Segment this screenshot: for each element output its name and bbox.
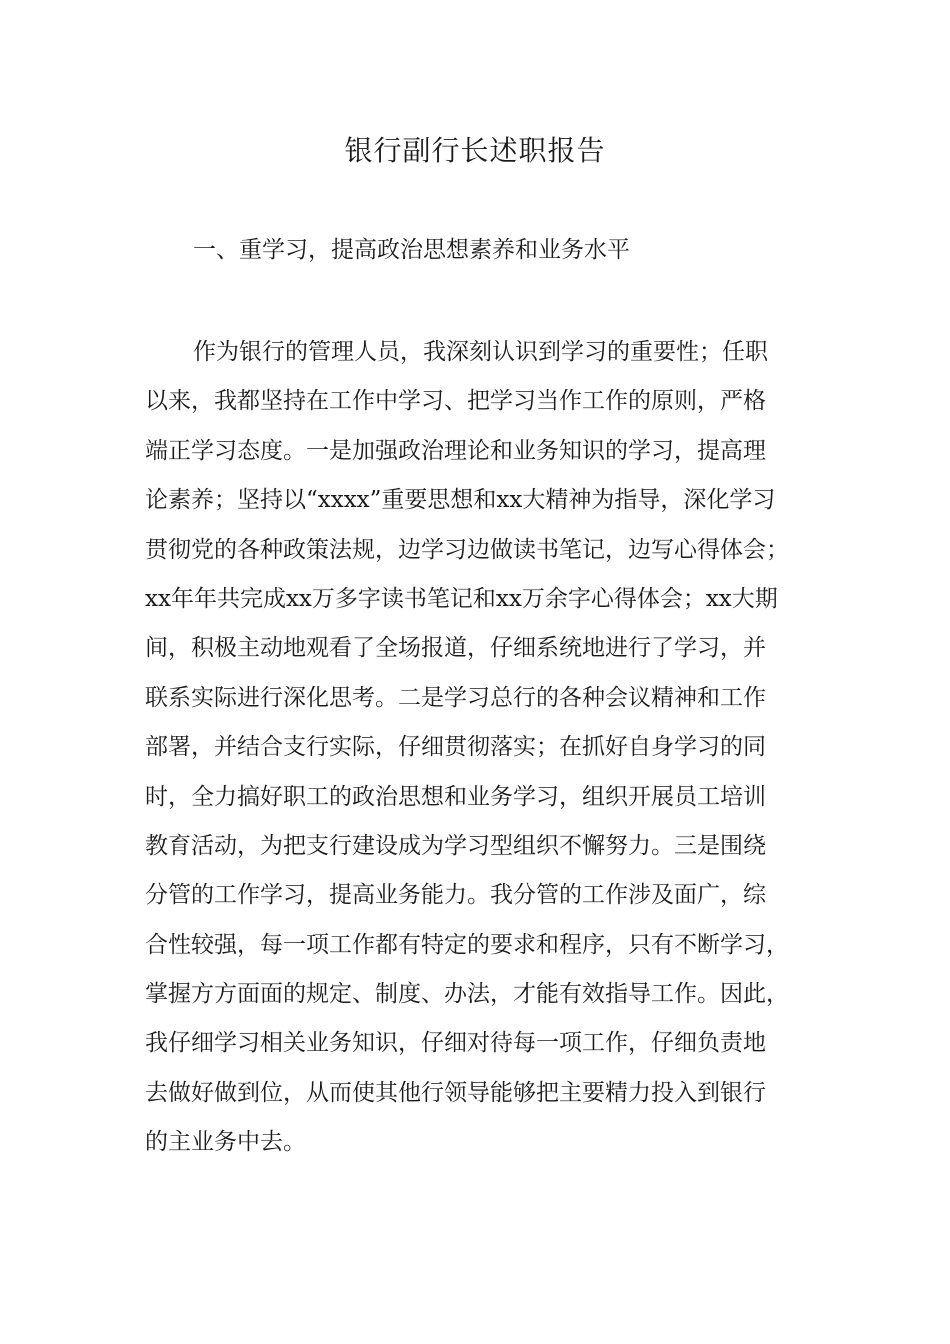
paragraph-line: 部署，并结合支行实际，仔细贯彻落实；在抓好自身学习的同 [145, 734, 766, 761]
paragraph-line: 作为银行的管理人员，我深刻认识到学习的重要性；任职 [193, 339, 768, 365]
paragraph-line: 的主业务中去。 [145, 1129, 306, 1156]
paragraph-line: 我仔细学习相关业务知识，仔细对待每一项工作，仔细负责地 [145, 1030, 766, 1057]
body-paragraph [145, 332, 825, 1172]
paragraph-line: xx年年共完成xx万多字读书笔记和xx万余字心得体会；xx大期 [145, 585, 778, 612]
paragraph-line: 时，全力搞好职工的政治思想和业务学习，组织开展员工培训 [145, 783, 766, 810]
paragraph-line: 联系实际进行深化思考。二是学习总行的各种会议精神和工作 [145, 684, 766, 711]
section-heading: 一、重学习，提高政治思想素养和业务水平 [193, 237, 630, 263]
paragraph-line: 端正学习态度。一是加强政治理论和业务知识的学习，提高理 [145, 437, 766, 464]
paragraph-line: 以来，我都坚持在工作中学习、把学习当作工作的原则，严格 [145, 388, 766, 415]
paragraph-line: 合性较强，每一项工作都有特定的要求和程序，只有不断学习， [145, 931, 789, 958]
paragraph-line: 去做好做到位，从而使其他行领导能够把主要精力投入到银行 [145, 1079, 766, 1106]
paragraph-line: 分管的工作学习，提高业务能力。我分管的工作涉及面广，综 [145, 882, 766, 909]
paragraph-line: 贯彻党的各种政策法规，边学习边做读书笔记，边写心得体会； [145, 536, 789, 563]
paragraph-line: 掌握方方面面的规定、制度、办法，才能有效指导工作。因此， [145, 981, 789, 1008]
paragraph-line: 教育活动，为把支行建设成为学习型组织不懈努力。三是围绕 [145, 832, 766, 859]
paragraph-line: 论素养；坚持以“xxxx”重要思想和xx大精神为指导，深化学习 [145, 487, 776, 514]
document-title: 银行副行长述职报告 [344, 134, 606, 167]
paragraph-line: 间，积极主动地观看了全场报道，仔细系统地进行了学习，并 [145, 635, 766, 662]
